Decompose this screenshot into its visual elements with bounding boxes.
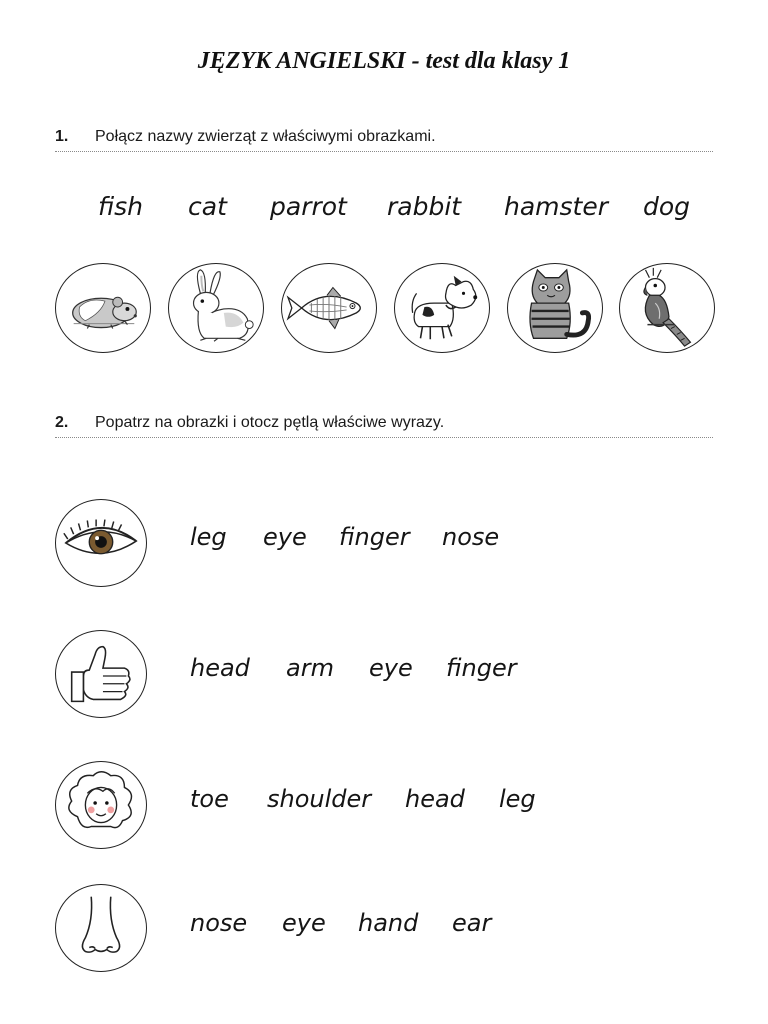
task-2-number: 2. xyxy=(55,414,69,431)
word-eye[interactable]: eye xyxy=(282,909,326,937)
picture-circle-fish[interactable] xyxy=(281,263,377,353)
task-1-instruction: Połącz nazwy zwierząt z właściwymi obrazkami. xyxy=(95,128,436,145)
parrot-icon xyxy=(620,264,714,352)
eye-icon xyxy=(56,500,146,586)
word-fish[interactable]: fish xyxy=(98,192,144,221)
word-rabbit[interactable]: rabbit xyxy=(387,192,462,221)
fish-icon xyxy=(282,264,376,352)
picture-circle-eye[interactable] xyxy=(55,499,147,587)
word-nose[interactable]: nose xyxy=(190,909,248,937)
picture-circle-cat[interactable] xyxy=(507,263,603,353)
word-shoulder[interactable]: shoulder xyxy=(267,785,372,813)
picture-circle-dog[interactable] xyxy=(394,263,490,353)
nose-icon xyxy=(56,885,146,971)
girl-face-icon xyxy=(56,762,146,848)
picture-circle-hamster[interactable] xyxy=(55,263,151,353)
dotted-divider xyxy=(55,437,713,438)
page-title: JĘZYK ANGIELSKI - test dla klasy 1 xyxy=(197,48,571,74)
picture-circle-thumbs-up[interactable] xyxy=(55,630,147,718)
word-finger[interactable]: finger xyxy=(446,654,517,682)
picture-circle-face[interactable] xyxy=(55,761,147,849)
picture-circle-rabbit[interactable] xyxy=(168,263,264,353)
word-nose[interactable]: nose xyxy=(442,523,500,551)
picture-circle-parrot[interactable] xyxy=(619,263,715,353)
task-2-header xyxy=(55,413,713,438)
word-toe[interactable]: toe xyxy=(190,785,229,813)
cat-icon xyxy=(508,264,602,352)
word-head[interactable]: head xyxy=(405,785,465,813)
task-1-header xyxy=(55,127,713,152)
thumbs-up-hand-icon xyxy=(56,631,146,717)
dotted-divider xyxy=(55,151,713,152)
word-cat[interactable]: cat xyxy=(188,192,227,221)
rabbit-icon xyxy=(169,264,263,352)
word-head[interactable]: head xyxy=(190,654,250,682)
word-leg[interactable]: leg xyxy=(190,523,227,551)
word-arm[interactable]: arm xyxy=(286,654,334,682)
word-hamster[interactable]: hamster xyxy=(504,192,609,221)
word-eye[interactable]: eye xyxy=(369,654,413,682)
dog-icon xyxy=(395,264,489,352)
task-2-instruction: Popatrz na obrazki i otocz pętlą właściwe wyrazy. xyxy=(95,414,445,431)
hamster-icon xyxy=(56,264,150,352)
word-hand[interactable]: hand xyxy=(358,909,419,937)
picture-circle-nose[interactable] xyxy=(55,884,147,972)
word-finger[interactable]: finger xyxy=(339,523,410,551)
word-leg[interactable]: leg xyxy=(499,785,536,813)
word-eye[interactable]: eye xyxy=(263,523,307,551)
task-1-number: 1. xyxy=(55,128,69,145)
word-ear[interactable]: ear xyxy=(452,909,492,937)
word-dog[interactable]: dog xyxy=(643,192,691,221)
word-parrot[interactable]: parrot xyxy=(270,192,347,221)
